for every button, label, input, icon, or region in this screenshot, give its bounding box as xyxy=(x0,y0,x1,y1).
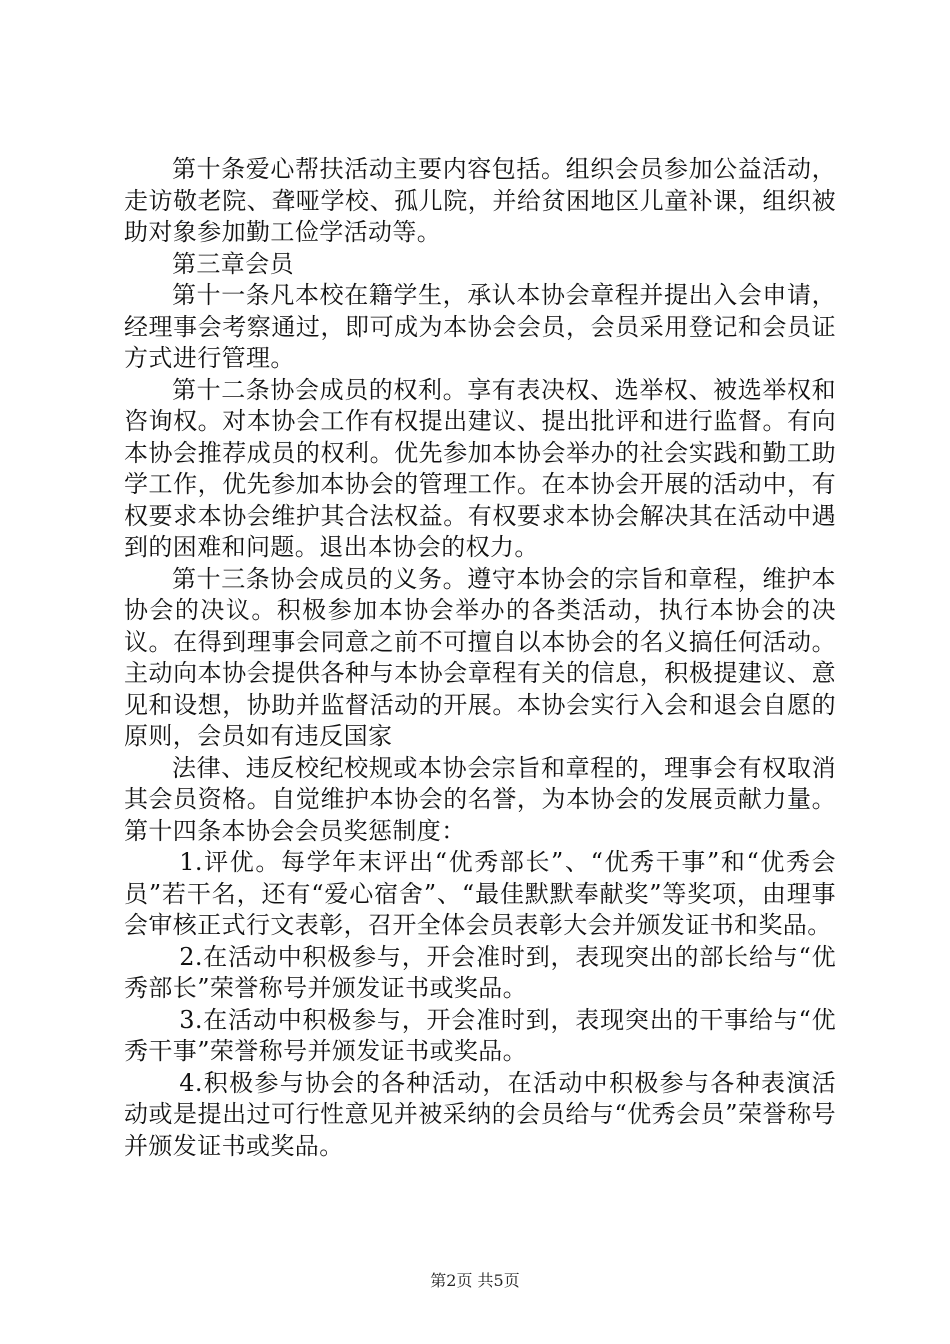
article-13-paragraph: 第十三条协会成员的义务。遵守本协会的宗旨和章程，维护本协会的决议。积极参加本协会举办的各类活动，执行本协会的决议。在得到理事会同意之前不可擅自以本协会的名义搞任何活动。主动向本协会提供各种与本协会章程有关的信息，积极提建议、意见和设想，协助并监督活动的开展。本协会实行入会和退会自愿的原则，会员如有违反国家 xyxy=(124,564,836,750)
document-body xyxy=(124,154,836,1162)
article-10-paragraph: 第十条爱心帮扶活动主要内容包括。组织会员参加公益活动，走访敬老院、聋哑学校、孤儿院，并给贫困地区儿童补课，组织被助对象参加勤工俭学活动等。 xyxy=(124,155,836,246)
reward-item-1: 1.评优。每学年末评出“优秀部长”、“优秀干事”和“优秀会员”若干名，还有“爱心宿舍”、“最佳默默奉献奖”等奖项，由理事会审核正式行文表彰，召开全体会员表彰大会并颁发证书和奖品。 xyxy=(124,848,836,939)
reward-item-2: 2.在活动中积极参与，开会准时到，表现突出的部长给与“优秀部长”荣誉称号并颁发证书或奖品。 xyxy=(124,942,836,1002)
article-11-paragraph: 第十一条凡本校在籍学生，承认本协会章程并提出入会申请，经理事会考察通过，即可成为本协会会员，会员采用登记和会员证方式进行管理。 xyxy=(124,281,836,372)
reward-item-3: 3.在活动中积极参与，开会准时到，表现突出的干事给与“优秀干事”荣誉称号并颁发证书或奖品。 xyxy=(124,1005,836,1065)
chapter-3-heading: 第三章会员 xyxy=(172,249,294,278)
page-number-footer: 第2页 共5页 xyxy=(430,1271,520,1290)
article-13-continuation-paragraph: 法律、违反校纪校规或本协会宗旨和章程的，理事会有权取消其会员资格。自觉维护本协会的名誉，为本协会的发展贡献力量。第十四条本协会会员奖惩制度： xyxy=(124,753,836,845)
reward-item-4: 4.积极参与协会的各种活动，在活动中积极参与各种表演活动或是提出过可行性意见并被采纳的会员给与“优秀会员”荣誉称号并颁发证书或奖品。 xyxy=(124,1068,836,1160)
article-12-paragraph: 第十二条协会成员的权利。享有表决权、选举权、被选举权和咨询权。对本协会工作有权提出建议、提出批评和进行监督。有向本协会推荐成员的权利。优先参加本协会举办的社会实践和勤工助学工作，优先参加本协会的管理工作。在本协会开展的活动中，有权要求本协会维护其合法权益。有权要求本协会解决其在活动中遇到的困难和问题。退出本协会的权力。 xyxy=(124,375,836,561)
